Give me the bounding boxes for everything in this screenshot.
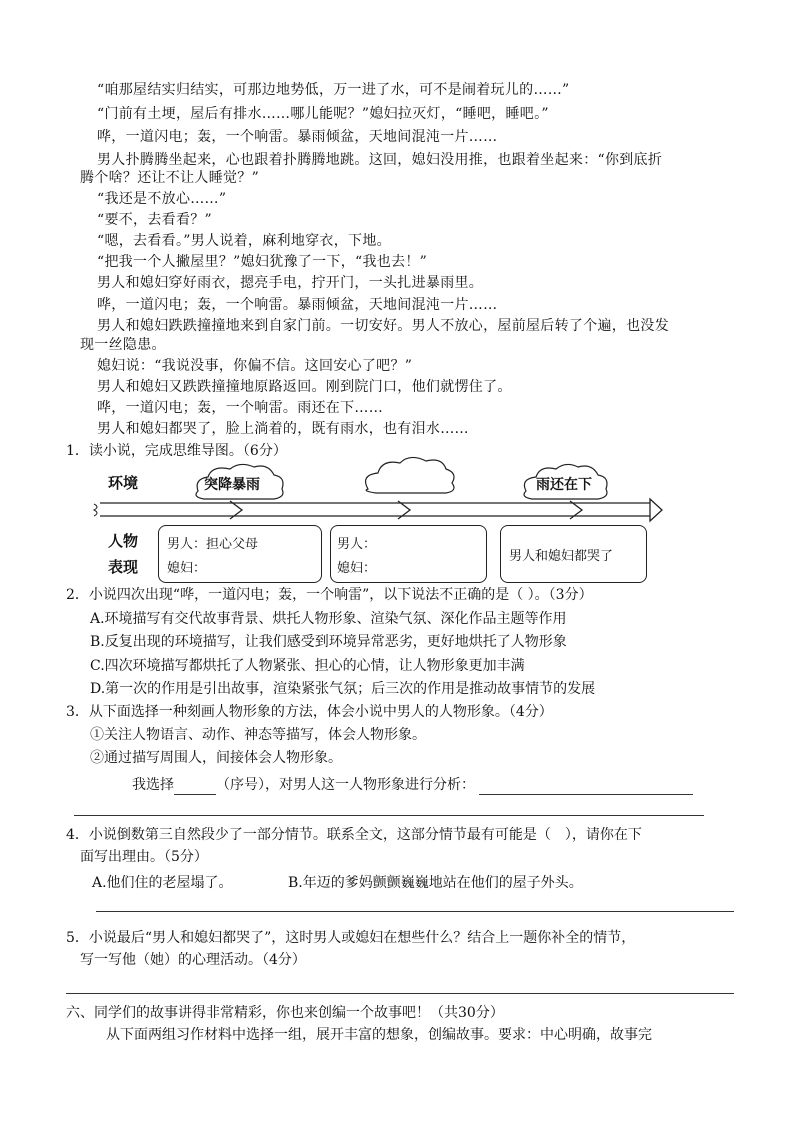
mindmap — [80, 455, 680, 585]
q4-option-b[interactable]: B.年迈的爹妈颤颤巍巍地站在他们的屋子外头。 — [288, 875, 583, 891]
q3-choose-mid: （序号），对男人这一人物形象进行分析： — [216, 777, 475, 793]
q3-title: 3．从下面选择一种刻画人物形象的方法，体会小说中男人的人物形象。（4分） — [66, 704, 553, 720]
story-line-8: “嗯，去看看。”男人说着，麻利地穿衣，下地。 — [97, 233, 391, 249]
story-line-16: 哗，一道闪电；轰，一个响雷。雨还在下…… — [97, 400, 383, 416]
story-line-11: 哗，一道闪电；轰，一个响雷。暴雨倾盆，天地间混沌一片…… — [97, 297, 498, 313]
mindmap-box-2[interactable] — [330, 525, 487, 583]
story-line-17: 男人和媳妇都哭了，脸上淌着的，既有雨水，也有泪水…… — [97, 421, 469, 437]
box-1-man: 男人：担心父母 — [167, 537, 259, 552]
q2-option-b[interactable]: B.反复出现的环境描写，让我们感受到环境异常恶劣，更好地烘托了人物形象 — [90, 634, 567, 650]
cloud-2-shape — [366, 457, 454, 493]
cloud-1-text: 突降暴雨 — [204, 477, 260, 493]
q4-line-2: 面写出理由。（5分） — [80, 849, 208, 865]
story-line-14: 媳妇说：“我说没事，你偏不信。这回安心了吧？” — [97, 358, 413, 374]
box-3-text: 男人和媳妇都哭了 — [509, 549, 614, 564]
story-line-6: “我还是不放心……” — [97, 191, 227, 207]
q3-choose-line — [132, 775, 693, 795]
story-line-15: 男人和媳妇又跌跌撞撞地原路返回。刚到院门口，他们就愣住了。 — [97, 379, 512, 395]
person-label: 人物 — [108, 532, 139, 550]
box-1-wife: 媳妇： — [167, 561, 207, 576]
q4-line-1: 4．小说倒数第三自然段少了一部分情节。联系全文，这部分情节最有可能是（ ），请你在下 — [66, 827, 642, 843]
story-line-4: 男人扑腾腾坐起来，心也跟着扑腾腾地跳。这回，媳妇没用推，也跟着坐起来：“你到底折 — [97, 152, 663, 168]
q3-option-1[interactable]: ①关注人物语言、动作、神态等描写，体会人物形象。 — [90, 727, 426, 743]
q3-option-2[interactable]: ②通过描写周围人，间接体会人物形象。 — [90, 750, 342, 766]
q5-answer-line[interactable] — [66, 993, 734, 994]
story-line-1: “咱那屋结实归结实，可那边地势低，万一进了水，可不是闹着玩儿的……” — [97, 82, 570, 98]
env-label: 环境 — [108, 474, 139, 492]
cloud-3-text: 雨还在下 — [536, 477, 592, 493]
story-line-3: 哗，一道闪电；轰，一个响雷。暴雨倾盆，天地间混沌一片…… — [97, 129, 498, 145]
q2-option-d[interactable]: D.第一次的作用是引出故事，渲染紧张气氛；后三次的作用是推动故事情节的发展 — [90, 681, 596, 697]
q5-line-2: 写一写他（她）的心理活动。（4分） — [80, 952, 306, 968]
q4-answer-line[interactable] — [96, 911, 734, 912]
box-2-wife: 媳妇： — [337, 561, 377, 576]
q4-option-a[interactable]: A.他们住的老屋塌了。 — [92, 875, 233, 891]
q2-option-c[interactable]: C.四次环境描写都烘托了人物紧张、担心的心情，让人物形象更加丰满 — [90, 658, 525, 674]
story-line-13: 现一丝隐患。 — [80, 337, 166, 353]
q2-title: 2．小说四次出现“哗，一道闪电；轰，一个响雷”，以下说法不正确的是（ ）。（3分） — [66, 587, 593, 603]
q3-analysis-blank[interactable] — [479, 794, 693, 795]
section-6-title: 六、同学们的故事讲得非常精彩，你也来创编一个故事吧！（共30分） — [66, 1005, 504, 1021]
section-6-intro: 从下面两组习作材料中选择一组，展开丰富的想象，创编故事。要求：中心明确，故事完 — [106, 1027, 652, 1043]
q3-choose-prefix: 我选择 — [132, 777, 174, 793]
behavior-label: 表现 — [108, 558, 139, 576]
story-line-12: 男人和媳妇跌跌撞撞地来到自家门前。一切安好。男人不放心，屋前屋后转了个遍，也没发 — [97, 318, 669, 334]
q5-line-1: 5．小说最后“男人和媳妇都哭了”，这时男人或媳妇在想些什么？结合上一题你补全的情节， — [66, 930, 636, 946]
q2-option-a[interactable]: A.环境描写有交代故事背景、烘托人物形象、渲染气氛、深化作品主题等作用 — [90, 611, 567, 627]
story-line-9: “把我一个人撇屋里？”媳妇犹豫了一下，“我也去！” — [97, 254, 428, 270]
box-2-man: 男人： — [337, 537, 377, 552]
mindmap-box-3 — [500, 525, 647, 583]
q1-title: 1．读小说，完成思维导图。（6分） — [66, 443, 287, 459]
timeline-arrow — [94, 499, 662, 521]
story-line-10: 男人和媳妇穿好雨衣，摁亮手电，拧开门，一头扎进暴雨里。 — [97, 275, 484, 291]
story-line-7: “要不，去看看？” — [97, 212, 213, 228]
q3-choice-blank[interactable] — [174, 794, 216, 795]
story-line-5: 腾个啥？还让不让人睡觉？” — [80, 170, 260, 186]
story-line-2: “门前有土埂，屋后有排水……哪儿能呢？”媳妇拉灭灯，“睡吧，睡吧。” — [97, 106, 549, 122]
mindmap-box-1[interactable] — [158, 525, 322, 583]
q3-answer-line[interactable] — [74, 815, 704, 816]
